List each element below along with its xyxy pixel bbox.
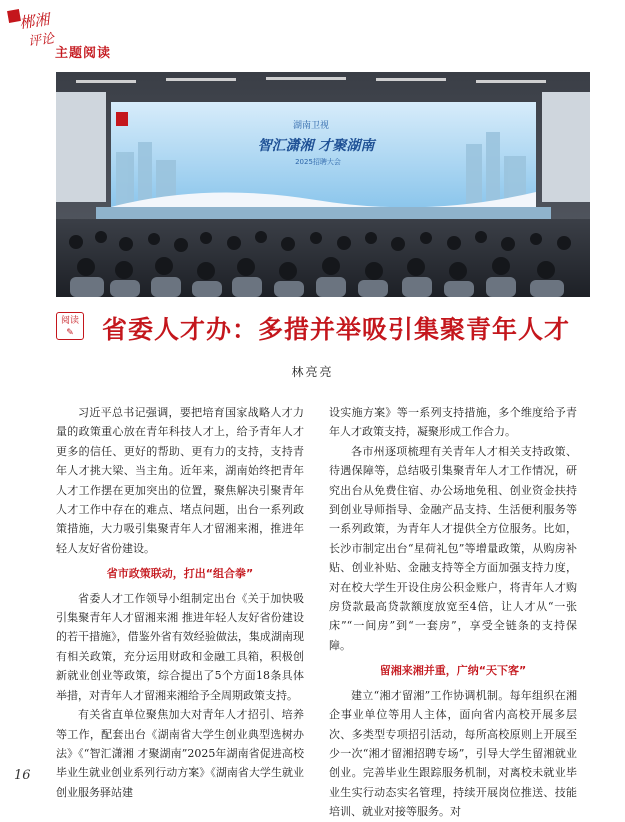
paragraph: 省委人才工作领导小组制定出台《关于加快吸引集聚青年人才留湘来湘 推进年轻人友好省份建设的若干措施》，借鉴外省有效经验做法，集成湖南现有相关政策，充分运用财政和金融工具箱，积极创新就业创业等政策，综合提出了5个方面18条具体举措，对青年人才留湘来湘给予全周期政策支持。: [56, 591, 304, 702]
section-subheading: 省市政策联动，打出“组合拳”: [106, 567, 254, 581]
hero-photo: [56, 72, 590, 297]
paragraph: 各市州逐项梳理有关青年人才相关支持政策、待遇保障等，总结吸引集聚青年人才工作情况，研究出台从免费住宿、办公场地免租、创业资金扶持到创业导师指导、金融产品支持、生活便利服务等一系列政策，为青年人才提供全方位服务。比如，长沙市制定出台“星荷礼包”等增量政策，从购房补贴、创业补贴、金融支持等全方面加强支持力度，对在校大学生开设住房公积金账户，将青年人才购房贷款最高贷款额度放宽至4倍，让人才从“一张床”“一间房”到“一套房”，享受全链条的支持保障。: [329, 444, 577, 652]
article-right-column: [329, 403, 577, 822]
reading-badge: [56, 312, 84, 340]
section-tag: 主题阅读: [55, 46, 112, 61]
article-title-row: [56, 310, 590, 344]
banner-sub-text: 2025招聘大会: [295, 158, 341, 166]
banner-top-text: 湖南卫视: [292, 121, 330, 131]
banner-main-text: 智汇潇湘 才聚湖南: [257, 138, 375, 154]
paragraph: 习近平总书记强调，要把培育国家战略人才力量的政策重心放在青年科技人才上，给予青年人才更多的信任、更好的帮助、更有力的支持，支持青年人才挑大梁、当主角。近年来，湖南始终把青年人才工作摆在更加突出的位置，聚焦解决引聚青年人才工作中存在的难点、堵点问题，出台一系列政策措施，大力吸引集聚青年人才留湘来湘，推进年轻人友好省份建设。: [56, 406, 304, 555]
page-number: 16: [14, 768, 31, 783]
paragraph: 设实施方案》等一系列支持措施，多个维度给予青年人才政策支持，凝聚形成工作合力。: [329, 406, 577, 439]
svg-text:郴湘: 郴湘: [18, 10, 51, 33]
article-title: 省委人才办：多措并举吸引集聚青年人才: [102, 315, 571, 344]
svg-text:评论: 评论: [27, 31, 56, 50]
section-subheading: 留湘来湘并重，广纳“天下客”: [379, 664, 527, 678]
article-author: 林亮亮: [291, 365, 334, 379]
reading-badge-label: 阅读: [60, 316, 79, 326]
article-left-column: [56, 403, 304, 802]
pen-icon: ✎: [66, 328, 74, 338]
paragraph: 有关省直单位聚焦加大对青年人才招引、培养等工作，配套出台《湖南省大学生创业典型选树办法》《“智汇潇湘 才聚湖南”2025年湖南省促进高校毕业生就业创业系列行动方案》《湖南省大学生就业创业服务驿站建: [56, 708, 304, 799]
paragraph: 建立“湘才留湘”工作协调机制。每年组织在湘企事业单位等用人主体，面向省内高校开展多层次、多类型专项招引活动，每所高校原则上开展至少一次“湘才留湘招聘专场”，引导大学生留湘就业创业。完善毕业生跟踪服务机制，对离校未就业毕业生实行动态实名管理，持续开展岗位推送、技能培训、就业对接等服务。对: [329, 688, 577, 819]
